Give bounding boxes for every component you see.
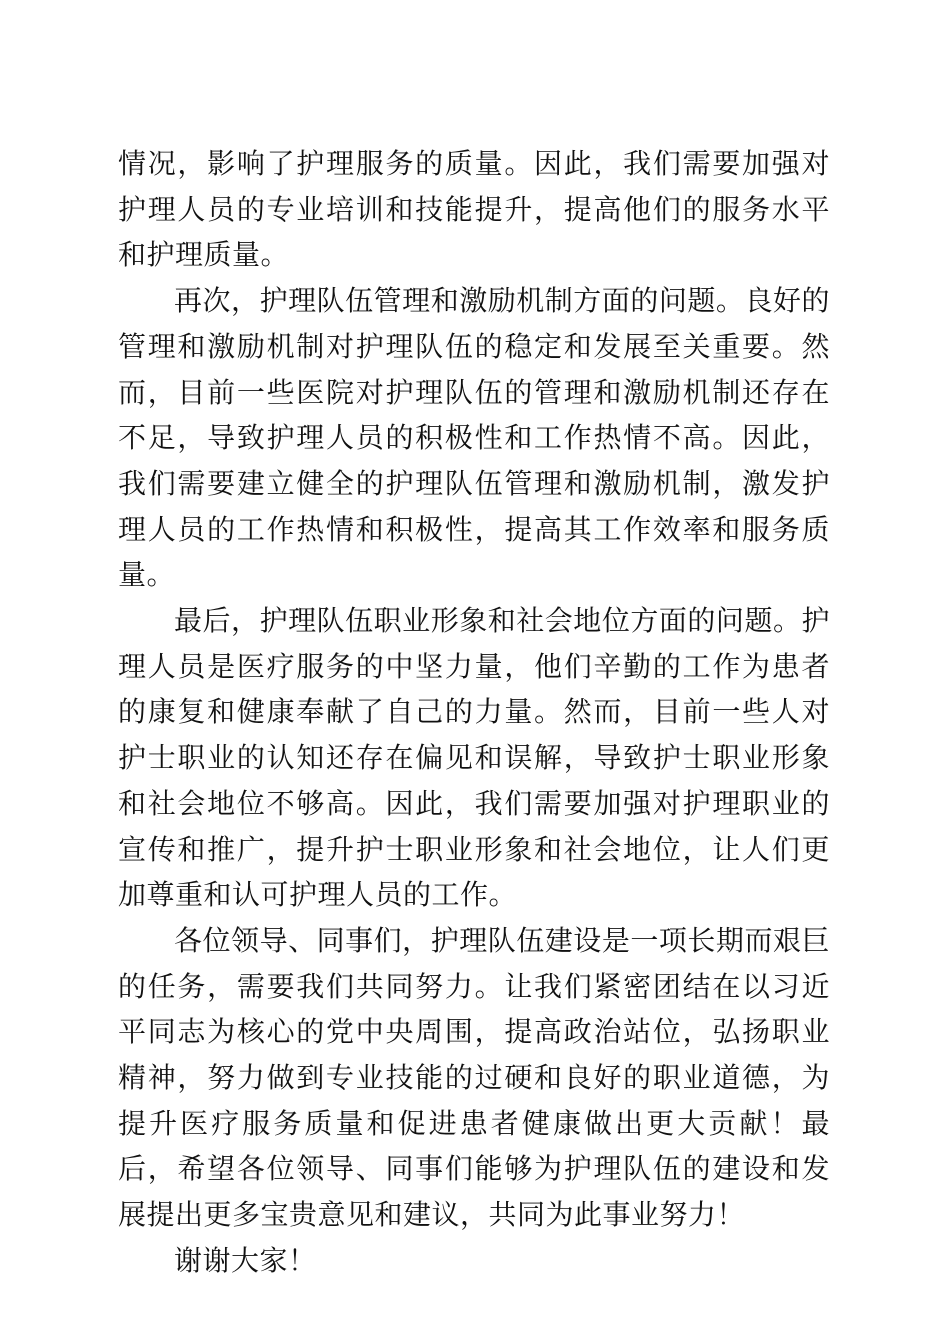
document-body xyxy=(118,141,830,1284)
paragraph-management-incentives: 再次，护理队伍管理和激励机制方面的问题。良好的管理和激励机制对护理队伍的稳定和发展至关重要。然而，目前一些医院对护理队伍的管理和激励机制还存在不足，导致护理人员的积极性和工作热情不高。因此，我们需要建立健全的护理队伍管理和激励机制，激发护理人员的工作热情和积极性，提高其工作效率和服务质量。 xyxy=(118,284,830,592)
paragraph-closing-appeal: 各位领导、同事们，护理队伍建设是一项长期而艰巨的任务，需要我们共同努力。让我们紧密团结在以习近平同志为核心的党中央周围，提高政治站位，弘扬职业精神，努力做到专业技能的过硬和良好的职业道德，为提升医疗服务质量和促进患者健康做出更大贡献！最后，希望各位领导、同事们能够为护理队伍的建设和发展提出更多宝贵意见和建议，共同为此事业努力！ xyxy=(118,923,830,1232)
paragraph-thanks: 谢谢大家！ xyxy=(174,1243,317,1277)
paragraph-professional-image: 最后，护理队伍职业形象和社会地位方面的问题。护理人员是医疗服务的中坚力量，他们辛勤的工作为患者的康复和健康奉献了自己的力量。然而，目前一些人对护士职业的认知还存在偏见和误解，导致护士职业形象和社会地位不够高。因此，我们需要加强对护理职业的宣传和推广，提升护士职业形象和社会地位，让人们更加尊重和认可护理人员的工作。 xyxy=(118,604,830,912)
paragraph-continuation: 情况，影响了护理服务的质量。因此，我们需要加强对护理人员的专业培训和技能提升，提高他们的服务水平和护理质量。 xyxy=(118,147,830,272)
